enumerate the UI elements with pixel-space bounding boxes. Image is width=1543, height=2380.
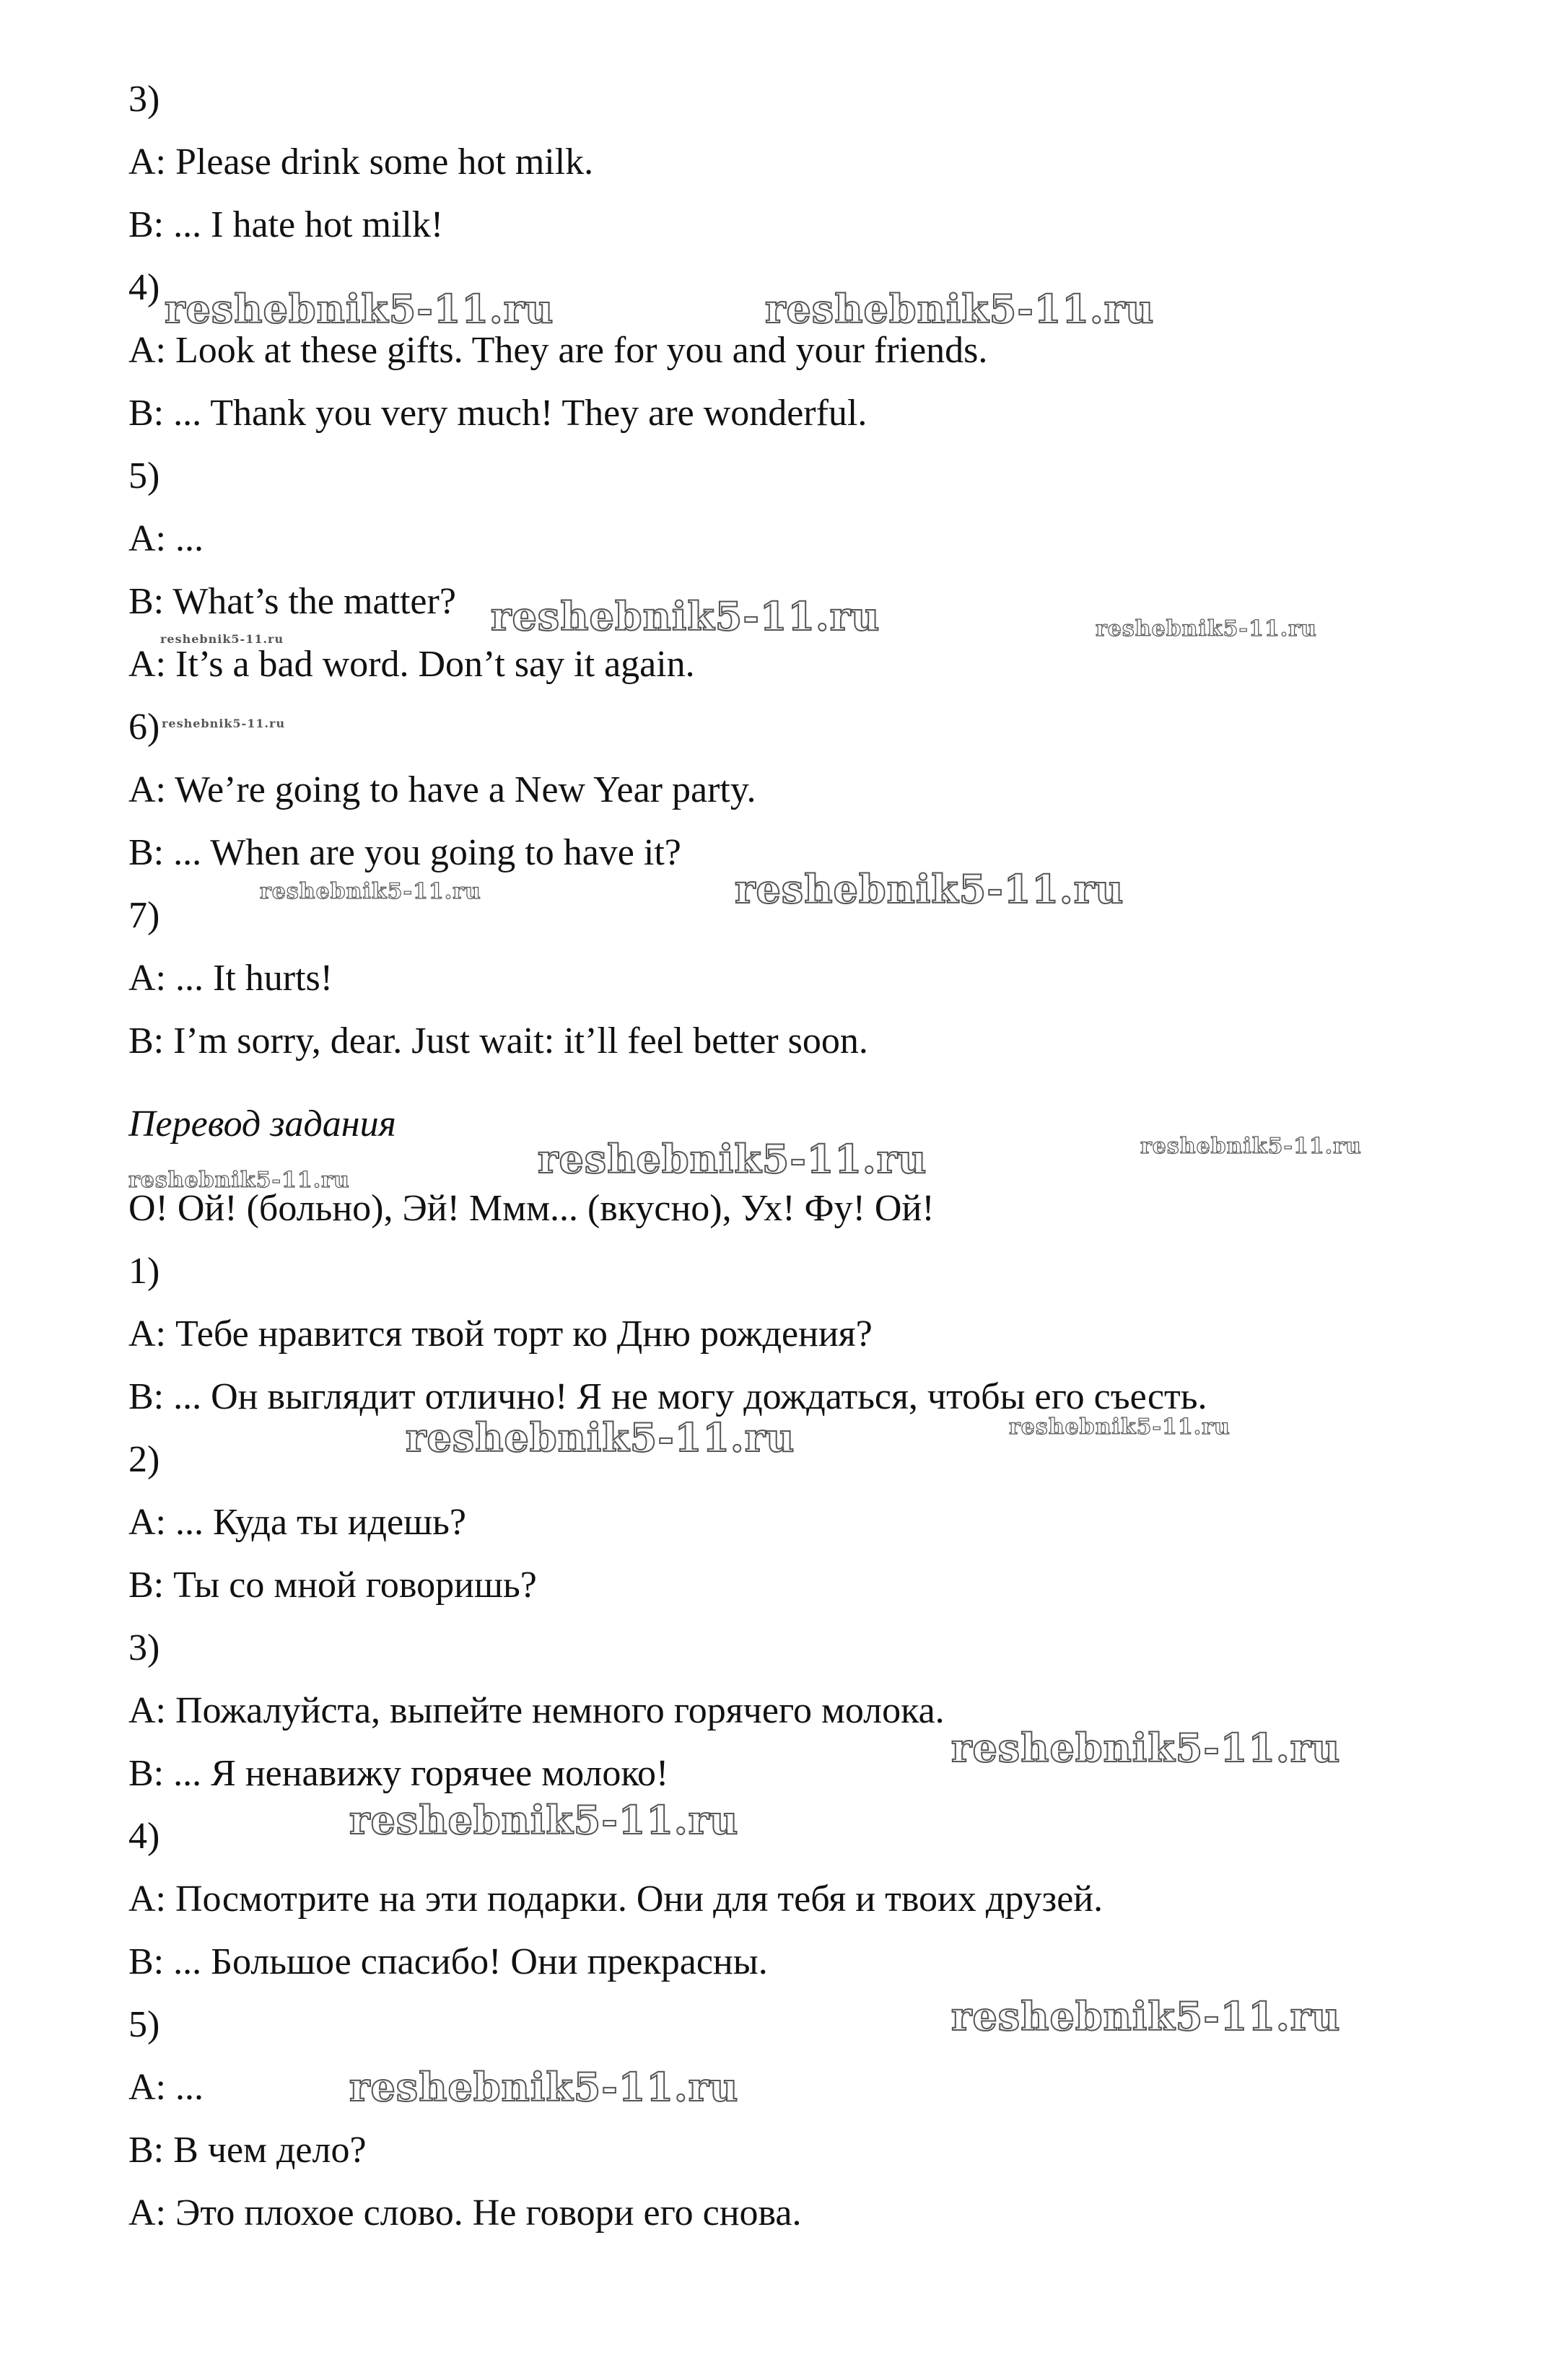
- watermark: reshebnik5-11.ru: [260, 879, 481, 904]
- dialogue-line: В: ... Я ненавижу горячее молоко!: [128, 1753, 669, 1794]
- item-number: 4): [128, 1816, 160, 1857]
- item-number: 2): [128, 1439, 160, 1480]
- item-number: 5): [128, 2004, 160, 2045]
- dialogue-line: A: We’re going to have a New Year party.: [128, 769, 756, 810]
- watermark: reshebnik5-11.ru: [160, 632, 284, 646]
- dialogue-line: A: Please drink some hot milk.: [128, 141, 594, 183]
- item-number: 6): [128, 706, 160, 748]
- dialogue-line: B: ... I hate hot milk!: [128, 204, 444, 245]
- dialogue-line: В: ... Он выглядит отлично! Я не могу дождаться, чтобы его съесть.: [128, 1376, 1207, 1417]
- dialogue-line: А: ...: [128, 2067, 204, 2108]
- item-number: 1): [128, 1251, 160, 1292]
- watermark: reshebnik5-11.ru: [1140, 1134, 1362, 1159]
- item-number: 3): [128, 79, 160, 120]
- dialogue-line: A: Look at these gifts. They are for you and your friends.: [128, 330, 988, 371]
- watermark: reshebnik5-11.ru: [165, 286, 554, 332]
- watermark: reshebnik5-11.ru: [765, 286, 1155, 332]
- dialogue-line: A: ... It hurts!: [128, 958, 333, 999]
- dialogue-line: B: ... Thank you very much! They are wonderful.: [128, 393, 867, 434]
- watermark: reshebnik5-11.ru: [1009, 1414, 1231, 1440]
- dialogue-line: А: ... Куда ты идешь?: [128, 1502, 466, 1543]
- item-number: 7): [128, 895, 160, 936]
- watermark: reshebnik5-11.ru: [128, 1168, 350, 1193]
- dialogue-line: B: What’s the matter?: [128, 581, 456, 622]
- dialogue-line: А: Тебе нравится твой торт ко Дню рождения?: [128, 1313, 873, 1355]
- interjections-line: О! Ой! (больно), Эй! Ммм... (вкусно), Ух! Фу! Ой!: [128, 1188, 935, 1229]
- watermark: reshebnik5-11.ru: [491, 593, 880, 639]
- watermark: reshebnik5-11.ru: [406, 1414, 795, 1461]
- dialogue-line: B: ... When are you going to have it?: [128, 832, 681, 873]
- watermark: reshebnik5-11.ru: [951, 1993, 1341, 2039]
- item-number: 3): [128, 1627, 160, 1668]
- watermark: reshebnik5-11.ru: [951, 1725, 1341, 1771]
- item-number: 4): [128, 267, 160, 308]
- watermark: reshebnik5-11.ru: [538, 1136, 927, 1182]
- dialogue-line: A: ...: [128, 518, 204, 559]
- section-heading: Перевод задания: [128, 1103, 396, 1145]
- dialogue-line: B: I’m sorry, dear. Just wait: it’ll feel better soon.: [128, 1020, 868, 1062]
- watermark: reshebnik5-11.ru: [349, 2064, 739, 2110]
- item-number: 5): [128, 455, 160, 496]
- dialogue-line: A: It’s a bad word. Don’t say it again.: [128, 644, 695, 685]
- dialogue-line: А: Пожалуйста, выпейте немного горячего молока.: [128, 1690, 945, 1731]
- watermark: reshebnik5-11.ru: [162, 717, 286, 730]
- dialogue-line: В: Ты со мной говоришь?: [128, 1565, 537, 1606]
- watermark: reshebnik5-11.ru: [1096, 616, 1317, 642]
- dialogue-line: В: В чем дело?: [128, 2130, 367, 2171]
- watermark: reshebnik5-11.ru: [735, 866, 1124, 912]
- dialogue-line: А: Посмотрите на эти подарки. Они для тебя и твоих друзей.: [128, 1878, 1103, 1920]
- dialogue-line: В: ... Большое спасибо! Они прекрасны.: [128, 1941, 768, 1982]
- watermark: reshebnik5-11.ru: [349, 1797, 739, 1843]
- dialogue-line: А: Это плохое слово. Не говори его снова.: [128, 2192, 802, 2234]
